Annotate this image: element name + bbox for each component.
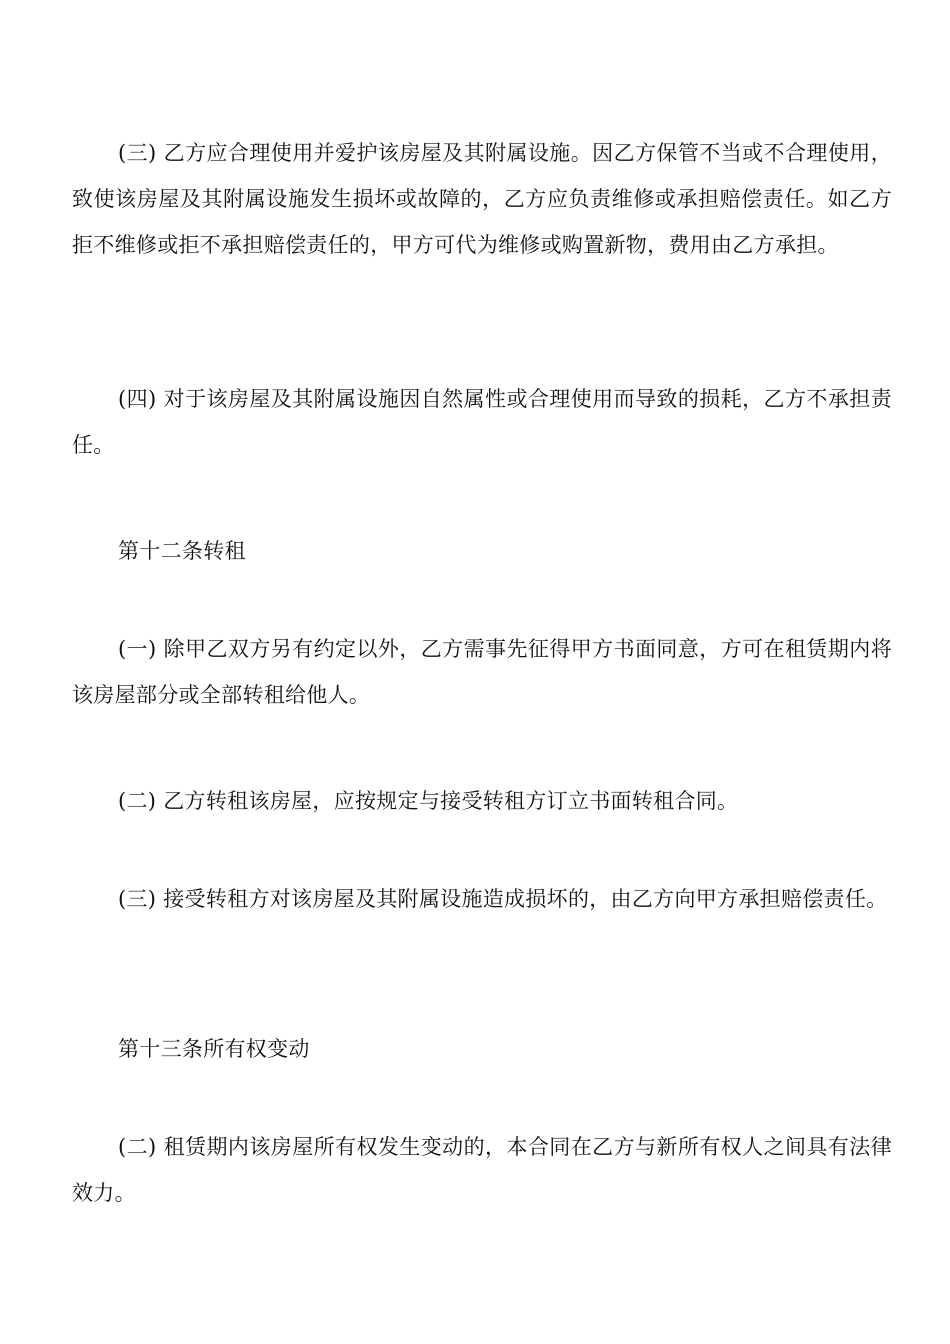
clause-paragraph-sublease-contract: (二) 乙方转租该房屋，应按规定与接受转租方订立书面转租合同。 (118, 789, 739, 813)
clause-paragraph-maintenance: (三) 乙方应合理使用并爱护该房屋及其附属设施。因乙方保管不当或不合理使用，致使该房屋及其附属设施发生损坏或故障的，乙方应负责维修或承担赔偿责任。如乙方拒不维修或拒不承担赔偿责任的，甲方可代为维修或购置新物，费用由乙方承担。 (72, 141, 892, 257)
article-heading-sublease: 第十二条转租 (118, 539, 246, 563)
clause-paragraph-ownership-effect: (二) 租赁期内该房屋所有权发生变动的，本合同在乙方与新所有权人之间具有法律效力。 (72, 1135, 892, 1205)
clause-paragraph-sublease-damage: (三) 接受转租方对该房屋及其附属设施造成损坏的，由乙方向甲方承担赔偿责任。 (118, 887, 888, 911)
clause-paragraph-wear: (四) 对于该房屋及其附属设施因自然属性或合理使用而导致的损耗，乙方不承担责任。 (72, 387, 892, 457)
article-heading-ownership-change: 第十三条所有权变动 (118, 1037, 310, 1061)
clause-paragraph-sublease-consent: (一) 除甲乙双方另有约定以外，乙方需事先征得甲方书面同意，方可在租赁期内将该房屋部分或全部转租给他人。 (72, 637, 892, 707)
